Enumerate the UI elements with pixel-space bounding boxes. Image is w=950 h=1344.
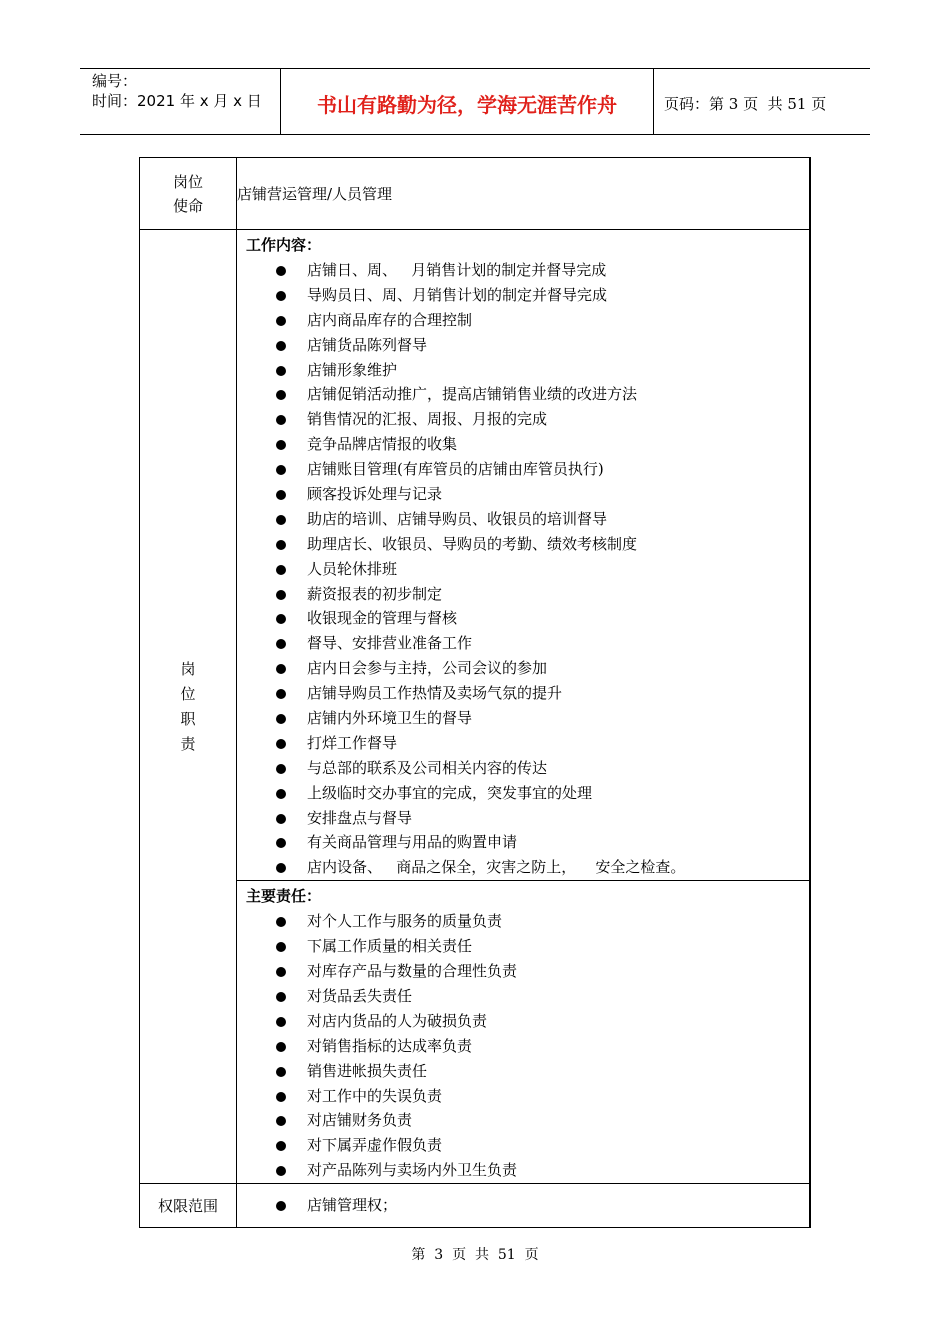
list-item [237, 358, 809, 383]
header-motto: 书山有路勤为径，学海无涯苦作舟 [281, 69, 654, 134]
bullet-icon [276, 714, 286, 724]
list-item [237, 407, 809, 432]
list-item [237, 1158, 809, 1183]
list-item [237, 756, 809, 781]
mission-row [140, 158, 811, 230]
bullet-icon [276, 490, 286, 500]
list-item [237, 731, 809, 756]
list-item [237, 830, 809, 855]
list-item [237, 1084, 809, 1109]
bullet-icon [276, 1067, 286, 1077]
job-description-table [139, 157, 811, 1228]
bullet-icon [276, 515, 286, 525]
mission-label [140, 158, 237, 230]
list-item [237, 656, 809, 681]
duties-resp-row [140, 881, 811, 1184]
list-item-text: 店铺管理权； [307, 1196, 398, 1215]
duties-label [140, 230, 237, 1184]
authority-list [237, 1184, 809, 1227]
list-item-text: 下属工作质量的相关责任 [307, 937, 473, 956]
list-item [237, 258, 809, 283]
mission-label-line2: 使命 [172, 196, 203, 215]
list-item [237, 706, 809, 731]
list-item-text: 对店铺财务负责 [307, 1111, 413, 1130]
bullet-icon [276, 838, 286, 848]
list-item [237, 457, 809, 482]
authority-label: 权限范围 [140, 1184, 237, 1228]
list-item-text: 对货品丢失责任 [307, 986, 413, 1005]
list-item-text: 对下属弄虚作假负责 [307, 1136, 443, 1155]
list-item-text: 对库存产品与数量的合理性负责 [307, 962, 518, 981]
list-item [237, 909, 809, 934]
duties-label-char: 责 [180, 734, 196, 753]
bullet-icon [276, 1042, 286, 1052]
list-item-text: 上级临时交办事宜的完成，突发事宜的处理 [307, 783, 593, 802]
bullet-icon [276, 540, 286, 550]
list-item-text: 店内日会参与主持，公司会议的参加 [307, 659, 548, 678]
list-item-text: 导购员日、周、月销售计划的制定并督导完成 [307, 285, 608, 304]
bullet-icon [276, 415, 286, 425]
list-item-text: 销售进帐损失责任 [307, 1061, 428, 1080]
header-page-info [654, 69, 870, 134]
list-item [237, 1108, 809, 1133]
list-item [237, 308, 809, 333]
list-item [237, 781, 809, 806]
list-item-text: 助店的培训、店铺导购员、收银员的培训督导 [307, 509, 608, 528]
list-item-text: 打烊工作督导 [307, 733, 398, 752]
list-item-text: 店内商品库存的合理控制 [307, 310, 473, 329]
bullet-icon [276, 967, 286, 977]
page-info-text: 页码：第 3 页 共 51 页 [664, 95, 827, 113]
list-item-text: 店铺导购员工作热情及卖场气氛的提升 [307, 684, 563, 703]
bullet-icon [276, 590, 286, 600]
duties-label-char: 岗 [180, 659, 196, 678]
header-meta [80, 69, 281, 134]
list-item-text: 督导、安排营业准备工作 [307, 634, 473, 653]
list-item-text: 店铺内外环境卫生的督导 [307, 709, 473, 728]
list-item-text: 安排盘点与督导 [307, 808, 413, 827]
bullet-icon [276, 863, 286, 873]
work-content-cell [237, 230, 811, 881]
list-item [237, 482, 809, 507]
list-item-text: 助理店长、收银员、导购员的考勤、绩效考核制度 [307, 534, 638, 553]
list-item-text: 销售情况的汇报、周报、月报的完成 [307, 410, 548, 429]
list-item-text: 店铺账目管理(有库管员的店铺由库管员执行) [307, 460, 604, 479]
list-item-text: 店铺日、周、 月销售计划的制定并督导完成 [307, 261, 607, 279]
list-item [237, 631, 809, 656]
list-item [237, 582, 809, 607]
work-content-list [237, 258, 809, 880]
bullet-icon [276, 316, 286, 326]
bullet-icon [276, 366, 286, 376]
mission-content: 店铺营运管理/人员管理 [237, 158, 811, 230]
bullet-icon [276, 1017, 286, 1027]
bullet-icon [276, 614, 286, 624]
duties-work-row [140, 230, 811, 881]
list-item [237, 1059, 809, 1084]
list-item-text: 对店内货品的人为破损负责 [307, 1011, 488, 1030]
page-footer: 第 3 页 共 51 页 [411, 1247, 539, 1263]
bullet-icon [276, 942, 286, 952]
list-item [237, 1184, 809, 1227]
list-item [237, 432, 809, 457]
bullet-icon [276, 266, 286, 276]
list-item [237, 606, 809, 631]
list-item-text: 薪资报表的初步制定 [307, 584, 443, 603]
list-item [237, 1133, 809, 1158]
bullet-icon [276, 1092, 286, 1102]
list-item [237, 532, 809, 557]
list-item [237, 557, 809, 582]
time-label: 时间：2021 年 x 月 x 日 [92, 92, 262, 110]
bullet-icon [276, 664, 286, 674]
bullet-icon [276, 390, 286, 400]
bullet-icon [276, 789, 286, 799]
list-item [237, 959, 809, 984]
number-label: 编号： [92, 72, 138, 90]
bullet-icon [276, 440, 286, 450]
bullet-icon [276, 917, 286, 927]
list-item [237, 1034, 809, 1059]
bullet-icon [276, 689, 286, 699]
authority-row [140, 1184, 811, 1228]
list-item-text: 对个人工作与服务的质量负责 [307, 912, 503, 931]
bullet-icon [276, 1116, 286, 1126]
bullet-icon [276, 739, 286, 749]
bullet-icon [276, 291, 286, 301]
list-item [237, 681, 809, 706]
authority-cell [237, 1184, 811, 1228]
bullet-icon [276, 1201, 286, 1211]
bullet-icon [276, 764, 286, 774]
bullet-icon [276, 814, 286, 824]
work-content-title: 工作内容： [246, 236, 322, 254]
list-item-text: 对销售指标的达成率负责 [307, 1036, 473, 1055]
list-item-text: 店内设备、 商品之保全，灾害之防上， 安全之检查。 [307, 858, 686, 877]
list-item [237, 283, 809, 308]
list-item-text: 店铺货品陈列督导 [307, 335, 428, 354]
list-item-text: 店铺促销活动推广，提高店铺销售业绩的改进方法 [307, 385, 638, 404]
responsibility-title: 主要责任： [246, 887, 322, 906]
list-item-text: 与总部的联系及公司相关内容的传达 [307, 758, 548, 777]
bullet-icon [276, 1141, 286, 1151]
responsibility-list [237, 909, 809, 1183]
bullet-icon [276, 341, 286, 351]
list-item-text: 人员轮休排班 [307, 559, 398, 578]
list-item [237, 333, 809, 358]
list-item [237, 507, 809, 532]
list-item [237, 1009, 809, 1034]
list-item-text: 有关商品管理与用品的购置申请 [307, 833, 518, 852]
bullet-icon [276, 639, 286, 649]
mission-label-line1: 岗位 [172, 172, 203, 191]
list-item [237, 984, 809, 1009]
list-item [237, 806, 809, 831]
bullet-icon [276, 992, 286, 1002]
bullet-icon [276, 1166, 286, 1176]
list-item-text: 竞争品牌店情报的收集 [307, 435, 458, 454]
bullet-icon [276, 565, 286, 575]
list-item [237, 855, 809, 880]
list-item-text: 店铺形象维护 [307, 360, 398, 379]
list-item-text: 顾客投诉处理与记录 [307, 485, 443, 504]
duties-label-char: 位 [180, 684, 196, 703]
page-header [80, 68, 870, 135]
responsibility-cell [237, 881, 811, 1184]
list-item-text: 收银现金的管理与督核 [307, 609, 458, 628]
list-item [237, 934, 809, 959]
duties-label-char: 职 [180, 709, 196, 728]
list-item-text: 对产品陈列与卖场内外卫生负责 [307, 1161, 518, 1180]
list-item-text: 对工作中的失误负责 [307, 1086, 443, 1105]
list-item [237, 382, 809, 407]
bullet-icon [276, 465, 286, 475]
